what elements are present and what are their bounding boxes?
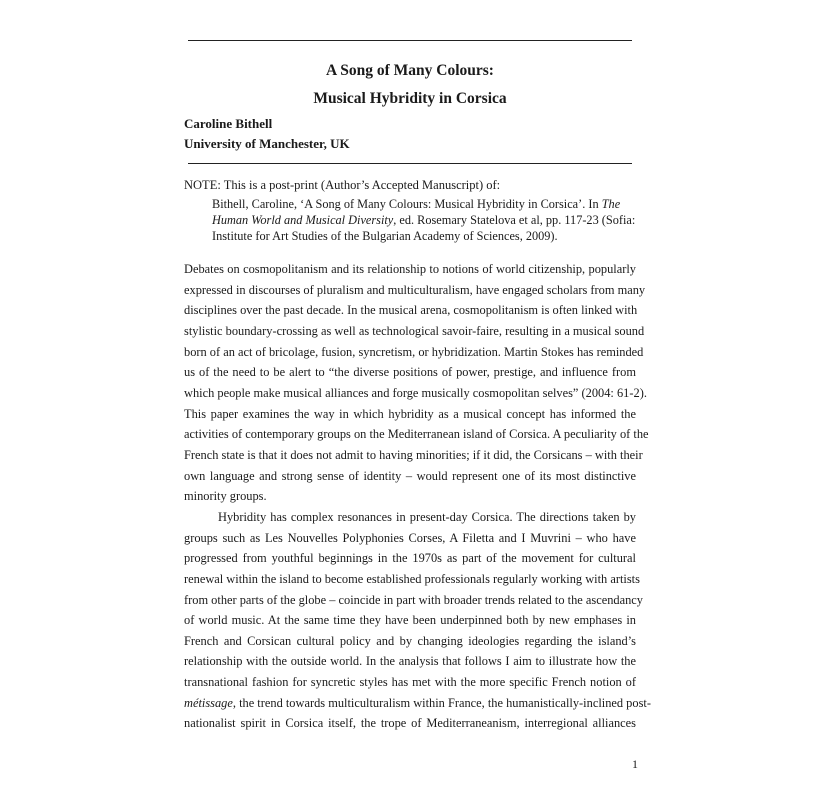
body-line: born of an act of bricolage, fusion, syncretism, or hybridization. Martin Stokes has reminded [184,344,644,359]
body-line: relationship with the outside world. In the analysis that follows I aim to illustrate how the [184,654,636,669]
body-line: groups such as Les Nouvelles Polyphonies Corses, A Filetta and I Muvrini – who have [184,530,636,545]
body-line: renewal within the island to become established professionals regularly working with artists [184,571,640,586]
body-line-with-italic [184,693,651,714]
body-line: stylistic boundary-crossing as well as technological savoir-faire, resulting in a musical sound [184,323,645,338]
body-line: activities of contemporary groups on the Mediterranean island of Corsica. A peculiarity of the [184,427,649,442]
body-line: Debates on cosmopolitanism and its relationship to notions of world citizenship, popularly [184,262,636,276]
page-number: 1 [632,757,638,771]
paper-title-line-2: Musical Hybridity in Corsica [313,90,507,107]
body-line: which people make musical alliances and forge musically cosmopolitan selves” (2004: 61-2). [184,385,647,400]
body-line: of world music. At the same time they have been underpinned both by new emphases in [184,613,636,628]
body-line: progressed from youthful beginnings in the 1970s as part of the movement for cultural [184,551,636,566]
paragraph-2 [184,507,651,734]
body-line: Hybridity has complex resonances in present-day Corsica. The directions taken by [218,509,636,524]
body-line: minority groups. [184,489,267,504]
body-line: from other parts of the globe – coincide in part with broader trends related to the ascendancy [184,592,643,607]
body-line-rest: , the trend towards multiculturalism within France, the humanistically-inclined post- [232,695,651,710]
author-affiliation: University of Manchester, UK [184,136,350,151]
citation-block [212,196,644,244]
body-line: French state is that it does not admit to having minorities; if it did, the Corsicans – with their [184,447,643,462]
author-name: Caroline Bithell [184,116,273,131]
top-rule [188,40,632,41]
body-text [184,259,651,734]
body-line: disciplines over the past decade. In the musical arena, cosmopolitanism is often linked with [184,303,638,318]
citation-post: , ed. Rosemary Statelova et al, pp. 117-23 (Sofia: Institute for Art Studies of the Bulgarian Academy of Sciences, 2009). [212,213,636,243]
citation-pre: Bithell, Caroline, ‘A Song of Many Colours: Musical Hybridity in Corsica’. In [212,197,602,211]
body-line: own language and strong sense of identity – would represent one of its most distinctive [184,468,636,483]
paper-title-line-1: A Song of Many Colours: [326,62,494,79]
body-line: transnational fashion for syncretic styles has met with the more specific French notion of [184,675,636,690]
body-line: French and Corsican cultural policy and by changing ideologies regarding the island’s [184,633,636,648]
paragraph-1 [184,259,649,507]
header-bottom-rule [188,163,632,164]
citation-book-title: The Human World and Musical Diversity [212,197,621,227]
body-line: us of the need to be alert to “the diverse positions of power, prestige, and influence from [184,365,636,380]
body-line: expressed in discourses of pluralism and multiculturalism, have engaged scholars from many [184,282,646,297]
post-print-note: NOTE: This is a post-print (Author’s Accepted Manuscript) of: [184,178,501,192]
italic-term: métissage [184,695,233,710]
body-line: nationalist spirit in Corsica itself, the trope of Mediterraneanism, interregional alliances [184,716,636,731]
body-line: This paper examines the way in which hybridity as a musical concept has informed the [184,406,636,421]
